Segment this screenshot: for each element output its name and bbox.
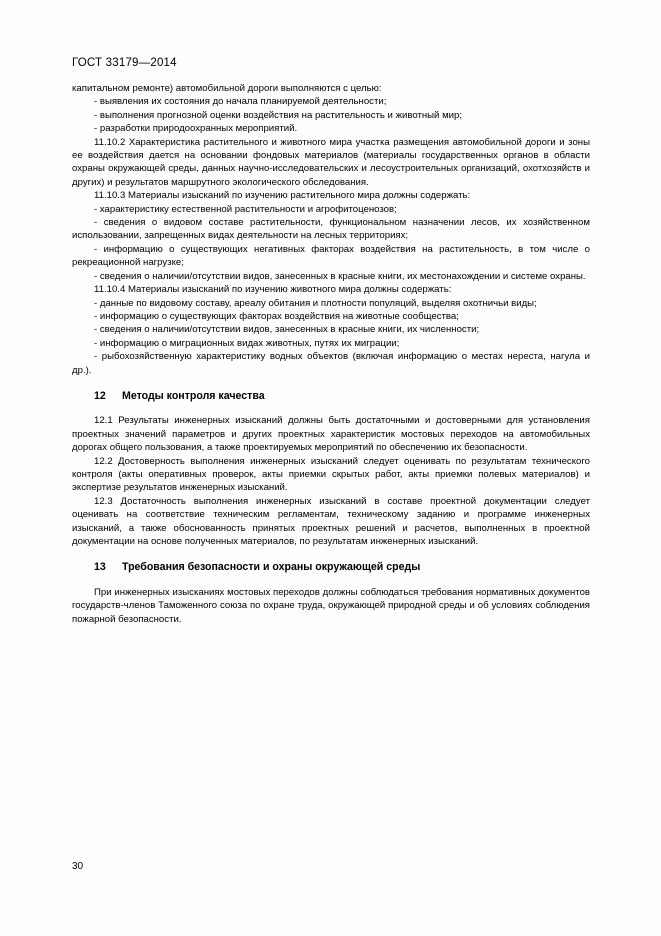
- paragraph: капитальном ремонте) автомобильной дороги выполняются с целью:: [72, 83, 382, 94]
- paragraph: 11.10.4 Материалы изысканий по изучению животного мира должны содержать:: [94, 284, 452, 296]
- paragraph: - разработки природоохранных мероприятий.: [94, 123, 298, 135]
- document-header: ГОСТ 33179—2014: [72, 57, 177, 69]
- paragraph: - информацию о миграционных видах животных, путях их миграции;: [94, 337, 400, 349]
- section-title: Методы контроля качества: [122, 389, 265, 402]
- paragraph: - выполнения прогнозной оценки воздействия на растительность и животный мир;: [94, 109, 463, 121]
- paragraph: - информацию о существующих факторах воздействия на животные сообщества;: [94, 310, 459, 322]
- paragraph: - информацию о существующих негативных факторах воздействия на растительность, в том числе о рекреационной нагрузке;: [72, 243, 590, 269]
- paragraph: - выявления их состояния до начала планируемой деятельности;: [94, 96, 387, 108]
- paragraph: 12.2 Достоверность выполнения инженерных изысканий следует оценивать по результатам технического контроля (акты оперативных проверок, акты приемки скрытых работ, акты приемки полевых материалов) и экспертизе результатов инженерных изысканий.: [72, 455, 590, 494]
- section-title: Требования безопасности и охраны окружающей среды: [122, 561, 421, 574]
- section-number: 13: [94, 561, 106, 574]
- paragraph: 12.3 Достаточность выполнения инженерных изысканий в составе проектной документации следует оценивать на соответствие техническим регламентам, техническому заданию и программе инженерных изысканий, а также обоснованность принятых проектных решений и расчетов, выполненных в проектной документации на основе полученных материалов, по результатам инженерных изысканий.: [72, 495, 590, 547]
- page-number: 30: [72, 861, 84, 872]
- document-body: [72, 82, 590, 626]
- paragraph: - сведения о наличии/отсутствии видов, занесенных в красные книги, их местонахождении и системе охраны.: [94, 270, 586, 282]
- paragraph: - сведения о видовом составе растительности, функциональном назначении лесов, их хозяйственном использовании, запрещенных видах деятельности на лесных территориях;: [72, 217, 590, 242]
- paragraph: - рыбохозяйственную характеристику водных объектов (включая информацию о местах нереста, нагула и др.).: [72, 351, 590, 376]
- paragraph: - сведения о наличии/отсутствии видов, занесенных в красные книги, их численности;: [94, 324, 480, 336]
- section-heading: [72, 390, 590, 403]
- paragraph: 12.1 Результаты инженерных изысканий должны быть достаточными и достоверными для установления проектных значений параметров и других проектных характеристик мостовых переходов на автомобильных дорогах общего пользования, а также проектируемых мероприятий по обеспечению их безопасности.: [72, 415, 590, 454]
- paragraph: - характеристику естественной растительности и агрофитоценозов;: [94, 203, 397, 215]
- paragraph: 11.10.2 Характеристика растительного и животного мира участка размещения автомобильной дороги и зоны ее воздействия дается на основании фондовых материалов (материалы государственных органов в области охраны окружающей среды, данных научно-исследовательских и лесоустроительных организаций, охотхозяйств и других) и результатов маршрутного экологического обследования.: [72, 136, 590, 188]
- paragraph: - данные по видовому составу, ареалу обитания и плотности популяций, выделяя охотничьи виды;: [94, 297, 537, 309]
- paragraph: При инженерных изысканиях мостовых переходов должны соблюдаться требования нормативных документов государств-членов Таможенного союза по охране труда, окружающей природной среды и об условиях соблюдения пожарной безопасности.: [72, 586, 590, 625]
- section-number: 12: [94, 389, 106, 402]
- section-heading: [72, 561, 590, 574]
- paragraph: 11.10.3 Материалы изысканий по изучению растительного мира должны содержать:: [94, 190, 471, 202]
